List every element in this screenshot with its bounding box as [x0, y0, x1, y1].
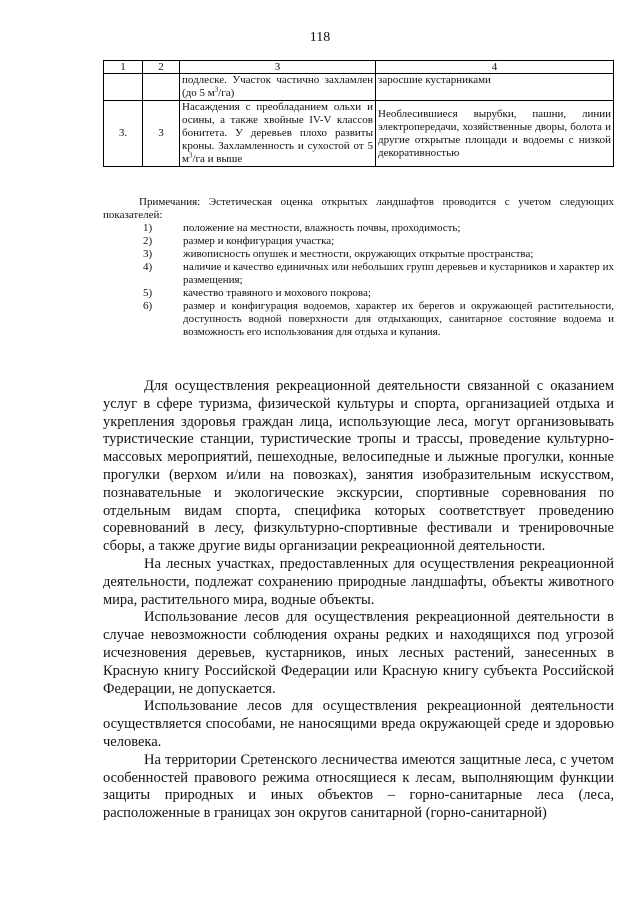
paragraph: Использование лесов для осуществления рекреационной деятельности осуществляется способами, не наносящими вреда окружающей среде и здоровью человека. [103, 698, 614, 750]
table-header-cell: 4 [376, 61, 614, 74]
list-number: 4) [143, 261, 153, 273]
paragraph: Для осуществления рекреационной деятельности связанной с оказанием услуг в сфере туризма, физической культуры и спорта, организацией отдыха и укрепления здоровья граждан лица, использующие леса, могут организовывать туристические станции, туристические тропы и трассы, проведение культурно-массовых мероприятий, пешеходные, велосипедные и лыжные прогулки, конные прогулки (верхом и/или на повозках), занятия изобразительным искусством, познавательные и экологические экскурсии, спортивные соревнования по отдельным видам спорта, специфика которых соответствует проведению соревнований в лесу, физкультурно-спортивные фестивали и тренировочные сборы, а также другие виды организации рекреационной деятельности. [103, 378, 614, 555]
list-text: положение на местности, влажность почвы, проходимость; [183, 222, 461, 234]
cell-text: /га) [218, 87, 235, 99]
cell-text: Насаждения с преобладанием ольхи и осины, а также хвойные IV-V классов бонитета. У деревьев плохо развиты кроны. Захламленность и сухостой от 5 м [182, 101, 373, 165]
table-cell [143, 74, 180, 101]
list-number: 5) [143, 287, 153, 299]
list-item [103, 300, 614, 339]
list-text: наличие и качество единичных или небольших групп деревьев и кустарников и характер их размещения; [183, 261, 614, 286]
cell-text: подлеске. Участок частично захламлен (до 5 м [182, 74, 373, 99]
table-header-cell: 3 [180, 61, 376, 74]
table-cell [104, 74, 143, 101]
superscript: 3 [188, 151, 193, 160]
paragraph: На лесных участках, предоставленных для осуществления рекреационной деятельности, подлежат сохранению природные ландшафты, объекты животного мира, растительного мира, водные объекты. [103, 555, 614, 608]
list-text: размер и конфигурация водоемов, характер их берегов и окружающей растительности, доступность водной поверхности для отдыхающих, санитарное состояние водоема и возможность его использования для отдыха и купания. [183, 300, 614, 338]
superscript: 3 [214, 85, 219, 94]
table-cell: 3 [143, 101, 180, 167]
list-text: размер и конфигурация участка; [183, 235, 335, 247]
table-row [104, 101, 614, 167]
list-item [103, 222, 614, 235]
table-header-cell: 2 [143, 61, 180, 74]
notes-intro: Примечания: Эстетическая оценка открытых ландшафтов проводится с учетом следующих показателей: [103, 196, 614, 221]
table-cell: Необлесившиеся вырубки, пашни, линии электропередачи, хозяйственные дворы, болота и другие открытые площади и водоемы с низкой декоративностью [376, 101, 614, 167]
paragraph: Использование лесов для осуществления рекреационной деятельности в случае невозможности соблюдения охраны редких и находящихся под угрозой исчезновения деревьев, кустарников, иных лесных растений, занесенных в Красную книгу Российской Федерации или Красную книгу субъекта Российской Федерации, не допускается. [103, 609, 614, 697]
list-item [103, 261, 614, 287]
page-number: 118 [309, 30, 331, 45]
list-item [103, 287, 614, 300]
table-cell-description [180, 101, 376, 167]
paragraph: На территории Сретенского лесничества имеются защитные леса, с учетом особенностей правового режима относящиеся к лесам, выполняющим функции защиты природных и иных объектов – горно-санитарные леса (леса, расположенные в границах зон округов санитарной (горно-санитарной) [103, 751, 614, 822]
body-text [103, 378, 614, 823]
table-header-row [104, 61, 614, 74]
table-header-cell: 1 [104, 61, 143, 74]
list-item [103, 235, 614, 248]
list-number: 2) [143, 235, 153, 247]
list-text: живописность опушек и местности, окружающих открытые пространства; [183, 248, 534, 260]
notes-section [103, 196, 614, 339]
table-row [104, 74, 614, 101]
list-number: 3) [143, 248, 153, 260]
list-number: 6) [143, 300, 153, 312]
list-text: качество травяного и мохового покрова; [183, 287, 371, 299]
table-cell-description [180, 74, 376, 101]
list-item [103, 248, 614, 261]
notes-list [103, 222, 614, 339]
landscape-table [103, 60, 614, 167]
table-cell: 3. [104, 101, 143, 167]
list-number: 1) [143, 222, 153, 234]
table-cell: заросшие кустарниками [376, 74, 614, 101]
cell-text: /га и выше [192, 153, 243, 165]
